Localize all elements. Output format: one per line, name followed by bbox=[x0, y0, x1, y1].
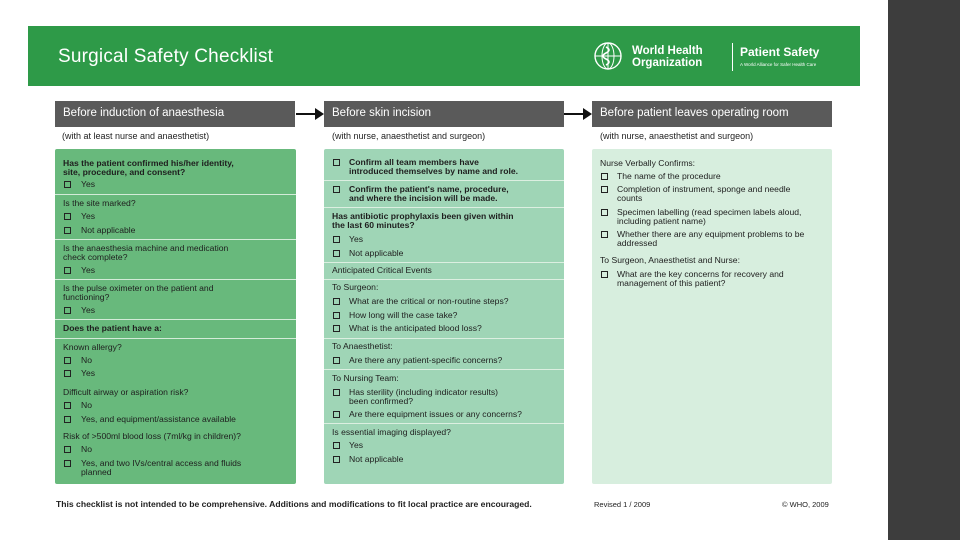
divider bbox=[324, 279, 564, 280]
arrow-right-icon bbox=[564, 107, 592, 121]
case-duration-checkbox[interactable] bbox=[333, 312, 340, 319]
patient-has-heading: Does the patient have a: bbox=[63, 323, 162, 333]
footer-note: This checklist is not intended to be comprehensive. Additions and modifications to fit local practice are encouraged. bbox=[56, 499, 532, 509]
checkbox-label: No bbox=[81, 444, 92, 454]
oximeter-yes-checkbox[interactable] bbox=[64, 307, 71, 314]
checkbox-label: Yes bbox=[81, 179, 96, 189]
sign-out-panel bbox=[592, 149, 832, 484]
checkbox-label: Specimen labelling (read specimen labels aloud, bbox=[617, 207, 802, 217]
key-concerns-checkbox[interactable] bbox=[601, 271, 608, 278]
program-subtitle: A World Alliance for Safer Health Care bbox=[740, 62, 817, 67]
checkbox-label: Confirm all team members have bbox=[349, 157, 479, 167]
anaesthesia-check-question: Is the anaesthesia machine and medication bbox=[63, 243, 229, 253]
who-wordmark: World Health Organization bbox=[632, 45, 703, 69]
checkbox-label: Yes, and two IVs/central access and fluids bbox=[81, 458, 242, 468]
airway-no-checkbox[interactable] bbox=[64, 402, 71, 409]
copyright: © WHO, 2009 bbox=[782, 500, 829, 509]
checkbox-label-cont: been confirmed? bbox=[349, 396, 414, 406]
divider bbox=[324, 423, 564, 424]
anaesthesia-check-question-cont: check complete? bbox=[63, 252, 128, 262]
site-na-checkbox[interactable] bbox=[64, 227, 71, 234]
phase-1-label: Before induction of anaesthesia bbox=[55, 101, 295, 127]
divider bbox=[324, 262, 564, 263]
divider bbox=[324, 369, 564, 370]
confirm-patient-checkbox[interactable] bbox=[333, 186, 340, 193]
blood-yes-checkbox[interactable] bbox=[64, 460, 71, 467]
patient-concerns-checkbox[interactable] bbox=[333, 357, 340, 364]
checkbox-label: No bbox=[81, 400, 92, 410]
checkbox-label-cont: counts bbox=[617, 193, 643, 203]
checkbox-label: Yes bbox=[81, 305, 96, 315]
divider bbox=[55, 239, 296, 240]
sterility-checkbox[interactable] bbox=[333, 389, 340, 396]
checkbox-label: The name of the procedure bbox=[617, 171, 721, 181]
nurse-confirms-heading: Nurse Verbally Confirms: bbox=[600, 158, 696, 168]
specimen-labelling-checkbox[interactable] bbox=[601, 209, 608, 216]
identity-yes-checkbox[interactable] bbox=[64, 181, 71, 188]
antibiotic-question-cont: the last 60 minutes? bbox=[332, 220, 415, 230]
checkbox-label: Confirm the patient's name, procedure, bbox=[349, 184, 509, 194]
checkbox-label: Yes bbox=[81, 265, 96, 275]
divider bbox=[55, 194, 296, 195]
identity-question-cont: site, procedure, and consent? bbox=[63, 167, 186, 177]
checkbox-label: What are the critical or non-routine steps? bbox=[349, 296, 509, 306]
team-intro-checkbox[interactable] bbox=[333, 159, 340, 166]
arrow-right-icon bbox=[296, 107, 324, 121]
counts-checkbox[interactable] bbox=[601, 186, 608, 193]
header-divider bbox=[732, 43, 733, 71]
checkbox-label: Yes bbox=[81, 368, 96, 378]
checkbox-label: How long will the case take? bbox=[349, 310, 458, 320]
airway-yes-checkbox[interactable] bbox=[64, 416, 71, 423]
critical-steps-checkbox[interactable] bbox=[333, 298, 340, 305]
checkbox-label-cont: management of this patient? bbox=[617, 278, 726, 288]
to-anaesthetist-heading: To Anaesthetist: bbox=[332, 341, 393, 351]
blood-loss-question: Risk of >500ml blood loss (7ml/kg in children)? bbox=[63, 431, 241, 441]
anaesthesia-yes-checkbox[interactable] bbox=[64, 267, 71, 274]
phase-3-label: Before patient leaves operating room bbox=[592, 101, 832, 127]
phase-3-subtitle: (with nurse, anaesthetist and surgeon) bbox=[600, 131, 754, 141]
checkbox-label-cont: including patient name) bbox=[617, 216, 706, 226]
allergy-no-checkbox[interactable] bbox=[64, 357, 71, 364]
site-yes-checkbox[interactable] bbox=[64, 213, 71, 220]
antibiotic-question: Has antibiotic prophylaxis been given within bbox=[332, 211, 514, 221]
allergy-yes-checkbox[interactable] bbox=[64, 370, 71, 377]
allergy-question: Known allergy? bbox=[63, 342, 122, 352]
phase-2-subtitle: (with nurse, anaesthetist and surgeon) bbox=[332, 131, 486, 141]
who-emblem-icon bbox=[593, 41, 623, 71]
checkbox-label: Not applicable bbox=[81, 225, 136, 235]
identity-question: Has the patient confirmed his/her identity, bbox=[63, 158, 234, 168]
checkbox-label-cont: introduced themselves by name and role. bbox=[349, 166, 519, 176]
time-out-panel bbox=[324, 149, 564, 484]
oximeter-question: Is the pulse oximeter on the patient and bbox=[63, 283, 214, 293]
checkbox-label: Yes bbox=[349, 234, 364, 244]
checkbox-label: Yes, and equipment/assistance available bbox=[81, 414, 236, 424]
divider bbox=[55, 338, 296, 339]
checkbox-label: Has sterility (including indicator results) bbox=[349, 387, 499, 397]
divider bbox=[55, 279, 296, 280]
checkbox-label: No bbox=[81, 355, 92, 365]
checkbox-label: Completion of instrument, sponge and needle bbox=[617, 184, 791, 194]
imaging-na-checkbox[interactable] bbox=[333, 456, 340, 463]
checkbox-label-cont: addressed bbox=[617, 238, 658, 248]
checkbox-label: Are there any patient-specific concerns? bbox=[349, 355, 503, 365]
airway-question: Difficult airway or aspiration risk? bbox=[63, 387, 189, 397]
checkbox-label: Yes bbox=[81, 211, 96, 221]
checkbox-label: What are the key concerns for recovery and bbox=[617, 269, 784, 279]
phase-2-label: Before skin incision bbox=[324, 101, 564, 127]
site-marked-question: Is the site marked? bbox=[63, 198, 136, 208]
equipment-issues-checkbox[interactable] bbox=[333, 411, 340, 418]
divider bbox=[324, 180, 564, 181]
checkbox-label: Whether there are any equipment problems to be bbox=[617, 229, 805, 239]
checkbox-label-cont: and where the incision will be made. bbox=[349, 193, 498, 203]
divider bbox=[324, 338, 564, 339]
page-title: Surgical Safety Checklist bbox=[58, 46, 274, 67]
checkbox-label: Not applicable bbox=[349, 454, 404, 464]
equipment-problems-checkbox[interactable] bbox=[601, 231, 608, 238]
checkbox-label: Not applicable bbox=[349, 248, 404, 258]
checkbox-label-cont: planned bbox=[81, 467, 112, 477]
phase-1-subtitle: (with at least nurse and anaesthetist) bbox=[62, 131, 210, 141]
checkbox-label: What is the anticipated blood loss? bbox=[349, 323, 482, 333]
checkbox-label: Yes bbox=[349, 440, 364, 450]
imaging-question: Is essential imaging displayed? bbox=[332, 427, 451, 437]
sign-in-panel bbox=[55, 149, 296, 484]
divider bbox=[55, 319, 296, 320]
antibiotic-yes-checkbox[interactable] bbox=[333, 236, 340, 243]
critical-events-heading: Anticipated Critical Events bbox=[332, 265, 432, 275]
blood-no-checkbox[interactable] bbox=[64, 446, 71, 453]
procedure-name-checkbox[interactable] bbox=[601, 173, 608, 180]
side-bar bbox=[888, 0, 960, 540]
to-all-heading: To Surgeon, Anaesthetist and Nurse: bbox=[600, 255, 740, 265]
to-surgeon-heading: To Surgeon: bbox=[332, 282, 379, 292]
checkbox-label: Are there equipment issues or any concerns? bbox=[349, 409, 522, 419]
antibiotic-na-checkbox[interactable] bbox=[333, 250, 340, 257]
header-banner bbox=[28, 26, 860, 86]
imaging-yes-checkbox[interactable] bbox=[333, 442, 340, 449]
to-nursing-heading: To Nursing Team: bbox=[332, 373, 399, 383]
revision-date: Revised 1 / 2009 bbox=[594, 500, 651, 509]
program-title: Patient Safety bbox=[740, 45, 820, 59]
blood-loss-checkbox[interactable] bbox=[333, 325, 340, 332]
divider bbox=[324, 207, 564, 208]
oximeter-question-cont: functioning? bbox=[63, 292, 110, 302]
